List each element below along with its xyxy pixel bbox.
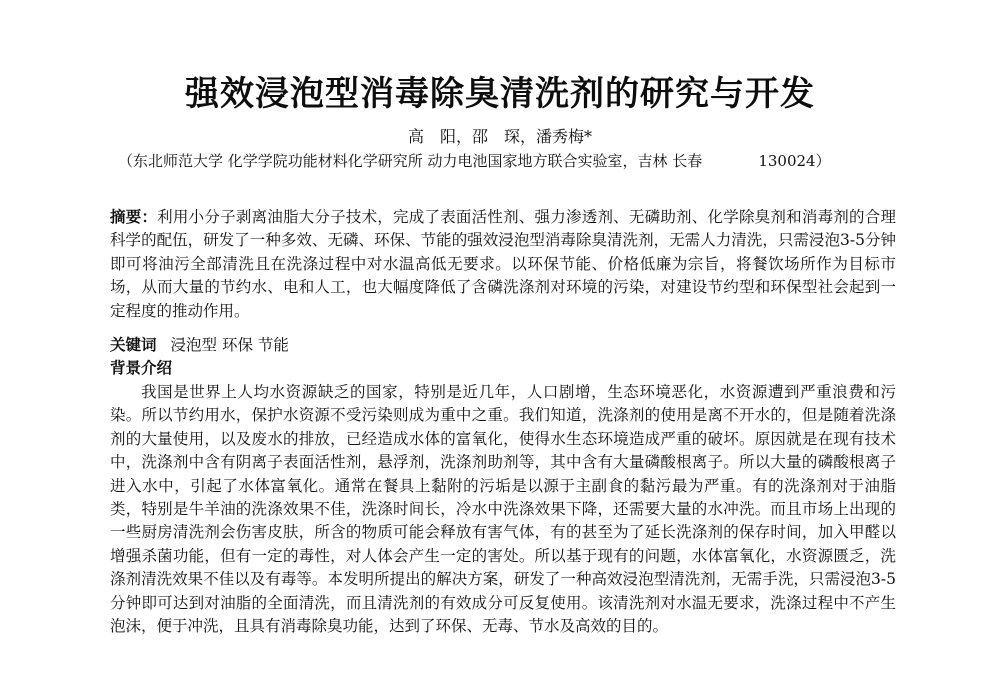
body-paragraph: 我国是世界上人均水资源缺乏的国家，特别是近几年，人口剧增，生态环境恶化，水资源遭到严重浪费和污染。所以节约用水，保护水资源不受污染则成为重中之重。我们知道，洗涤剂的使用是离不开水的，但是随着洗涤剂的大量使用，以及废水的排放，已经造成水体的富氧化，使得水生态环境造成严重的破坏。原因就是在现有技术中，洗涤剂中含有阴离子表面活性剂，悬浮剂，洗涤剂助剂等，其中含有大量磷酸根离子。所以大量的磷酸根离子进入水中，引起了水体富氧化。通常在餐具上黏附的污垢是以源于主副食的黏污最为严重。有的洗涤剂对于油脂类，特别是牛羊油的洗涤效果不佳，洗涤时间长，冷水中洗涤效果下降，还需要大量的水冲洗。而且市场上出现的一些厨房清洗剂会伤害皮肤，所含的物质可能会释放有害气体，有的甚至为了延长洗涤剂的保存时间，加入甲醛以增强杀菌功能，但有一定的毒性，对人体会产生一定的害处。所以基于现有的问题，水体富氧化，水资源匮乏，洗涤剂清洗效果不佳以及有毒等。本发明所提出的解决方案，研发了一种高效浸泡型清洗剂，无需手洗，只需浸泡3-5分钟即可达到对油脂的全面清洗，而且清洗剂的有效成分可反复使用。该清洗剂对水温无要求，洗涤过程中不产生泡沫，便于冲洗，且具有消毒除臭功能，达到了环保、无毒、节水及高效的目的。: [110, 383, 896, 636]
affiliation-text: （东北师范大学 化学学院功能材料化学研究所 动力电池国家地方联合实验室，吉林 长春: [118, 152, 703, 170]
postcode: 130024）: [758, 152, 831, 170]
abstract-text: 利用小分子剥离油脂大分子技术，完成了表面活性剂、强力渗透剂、无磷助剂、化学除臭剂和消毒剂的合理科学的配伍，研发了一种多效、无磷、环保、节能的强效浸泡型消毒除臭清洗剂，无需人力清洗，只需浸泡3-5分钟即可将油污全部清洗且在洗涤过程中对水温高低无要求。以环保节能、价格低廉为宗旨，将餐饮场所作为目标市场，从而大量的节约水、电和人工，也大幅度降低了含磷洗涤剂对环境的污染，对建设节约型和环保型社会起到一定程度的推动作用。: [110, 208, 896, 320]
affiliation: [118, 150, 888, 172]
keywords-label: 关键词: [110, 336, 157, 354]
author-list: 高 阳，邵 琛，潘秀梅*: [407, 127, 592, 146]
keywords-text: 浸泡型 环保 节能: [170, 336, 289, 354]
abstract: [110, 206, 896, 323]
keywords: [110, 334, 896, 357]
abstract-label: 摘要：: [110, 208, 158, 226]
paper-title: 强效浸泡型消毒除臭清洗剂的研究与开发: [185, 74, 815, 114]
section-heading: 背景介绍: [110, 359, 173, 377]
